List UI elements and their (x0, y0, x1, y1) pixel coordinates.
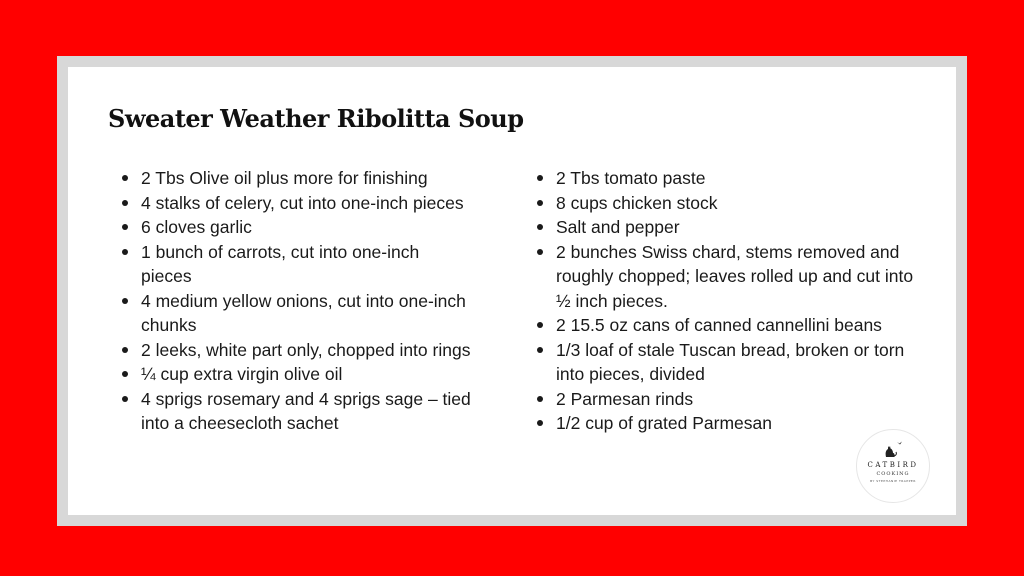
cat-and-bird-icon (881, 438, 905, 458)
ingredients-list-right (527, 166, 932, 436)
recipe-card (68, 67, 956, 515)
ingredient-item: 1/2 cup of grated Parmesan (527, 411, 932, 436)
ingredient-item: 2 bunches Swiss chard, stems removed and roughly chopped; leaves rolled up and cut into ½ inch pieces. (527, 240, 932, 314)
ingredient-item: 6 cloves garlic (112, 215, 472, 240)
ingredients-list-left (112, 166, 472, 436)
card-frame (57, 56, 967, 526)
ingredient-item: ¼ cup extra virgin olive oil (112, 362, 472, 387)
ingredient-item: 1 bunch of carrots, cut into one-inch pieces (112, 240, 472, 289)
recipe-title: Sweater Weather Ribolitta Soup (108, 104, 524, 133)
logo-wordmark: CATBIRD (867, 461, 919, 469)
ingredient-item: 8 cups chicken stock (527, 191, 932, 216)
ingredient-item: Salt and pepper (527, 215, 932, 240)
ingredient-item: 2 leeks, white part only, chopped into rings (112, 338, 472, 363)
logo-subtitle: COOKING (876, 471, 910, 477)
logo-byline: BY STEPHANIE TRAPPER (870, 479, 916, 483)
ingredient-item: 4 medium yellow onions, cut into one-inch chunks (112, 289, 472, 338)
ingredient-item: 2 Tbs tomato paste (527, 166, 932, 191)
ingredient-item: 2 15.5 oz cans of canned cannellini beans (527, 313, 932, 338)
ingredient-item: 2 Tbs Olive oil plus more for finishing (112, 166, 472, 191)
ingredient-item: 4 stalks of celery, cut into one-inch pieces (112, 191, 472, 216)
ingredient-item: 2 Parmesan rinds (527, 387, 932, 412)
ingredient-item: 1/3 loaf of stale Tuscan bread, broken or torn into pieces, divided (527, 338, 932, 387)
catbird-cooking-logo (856, 429, 930, 503)
ingredient-item: 4 sprigs rosemary and 4 sprigs sage – tied into a cheesecloth sachet (112, 387, 472, 436)
